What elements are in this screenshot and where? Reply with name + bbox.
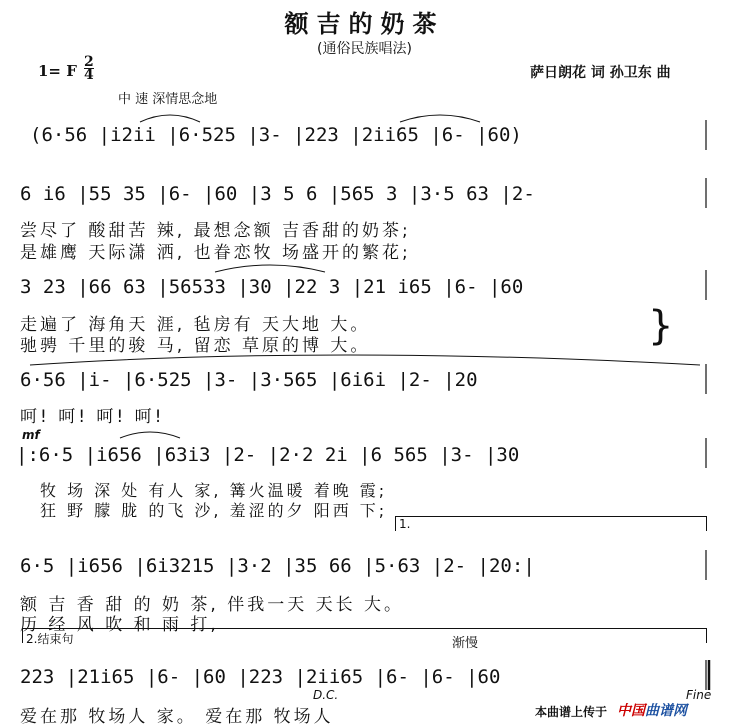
- lyric-line-10: 爱在那 牧场人 家。 爱在那 牧场人: [20, 707, 334, 727]
- score-row-6: 6·5 |i656 |6i3215 |3·2 |35 66 |5·63 |2- |20:|: [20, 555, 535, 577]
- logo-red-text: 中国: [617, 703, 645, 719]
- lyric-line-3: 走遍了 海角天 涯, 毡房有 天大地 大。: [20, 315, 371, 335]
- score-row-5: |:6·5 |i656 |63i3 |2- |2·2 2i |6 565 |3- |30: [16, 444, 520, 466]
- dc-marking: D.C.: [313, 688, 339, 702]
- lyric-line-9: 历 经 风 吹 和 雨 打,: [20, 615, 219, 635]
- lyric-line-1: 尝尽了 酸甜苦 辣, 最想念额 吉香甜的奶茶;: [20, 221, 411, 241]
- volta-2-bracket: [22, 628, 707, 643]
- score-row-1: (6·56 |i2ii |6·525 |3- |223 |2ii65 |6- |60): [30, 124, 522, 146]
- lyric-line-4: 驰骋 千里的骏 马, 留恋 草原的博 大。: [20, 336, 371, 356]
- slur-5: [120, 432, 180, 438]
- tempo-marking: 中 速 深情思念地: [118, 92, 218, 107]
- volta-2-label: 2.结束句: [26, 632, 74, 646]
- tempo-change: 渐慢: [452, 636, 479, 651]
- slur-1: [140, 115, 200, 122]
- score-row-3: 3 23 |66 63 |56533 |30 |22 3 |21 i65 |6- |60: [20, 276, 524, 298]
- song-title: 额吉的奶茶: [284, 10, 445, 38]
- credits: 萨日朗花 词 孙卫东 曲: [530, 65, 671, 81]
- time-signature: [84, 56, 94, 81]
- meter-bottom: 4: [84, 67, 94, 83]
- lyric-line-6: 牧 场 深 处 有人 家, 篝火温暖 着晚 霞;: [40, 481, 388, 500]
- meter-top: 2: [84, 54, 94, 70]
- slur-3: [215, 265, 325, 272]
- final-bar-lines: [706, 120, 709, 690]
- volta-1-bracket: [395, 516, 707, 531]
- song-subtitle: (通俗民族唱法): [317, 41, 412, 57]
- slur-2: [400, 115, 480, 122]
- fine-marking: Fine: [686, 688, 712, 702]
- lyric-line-2: 是雄鹰 天际潇 洒, 也眷恋牧 场盛开的繁花;: [20, 243, 411, 263]
- volta-1-label: 1.: [399, 517, 411, 531]
- key-signature: 1= F: [38, 62, 77, 80]
- lyric-line-7: 狂 野 朦 胧 的飞 沙, 羞涩的夕 阳西 下;: [40, 501, 388, 520]
- dynamics-marking: mf: [22, 428, 40, 442]
- lyric-line-8: 额 吉 香 甜 的 奶 茶, 伴我一天 天长 大。: [20, 595, 405, 615]
- lyric-line-5: 呵! 呵! 呵! 呵!: [20, 407, 165, 427]
- score-row-2: 6 i6 |55 35 |6- |60 |3 5 6 |565 3 |3·5 63 |2-: [20, 183, 535, 205]
- site-logo: [617, 700, 687, 720]
- score-row-7: 223 |21i65 |6- |60 |223 |2ii65 |6- |6- |60: [20, 666, 501, 688]
- logo-blue-text: 曲谱网: [645, 703, 687, 719]
- upload-note: 本曲谱上传于: [535, 705, 608, 719]
- score-row-4: 6·56 |i- |6·525 |3- |3·565 |6i6i |2- |20: [20, 369, 478, 391]
- brace: }: [648, 303, 674, 349]
- slur-4: [30, 355, 700, 365]
